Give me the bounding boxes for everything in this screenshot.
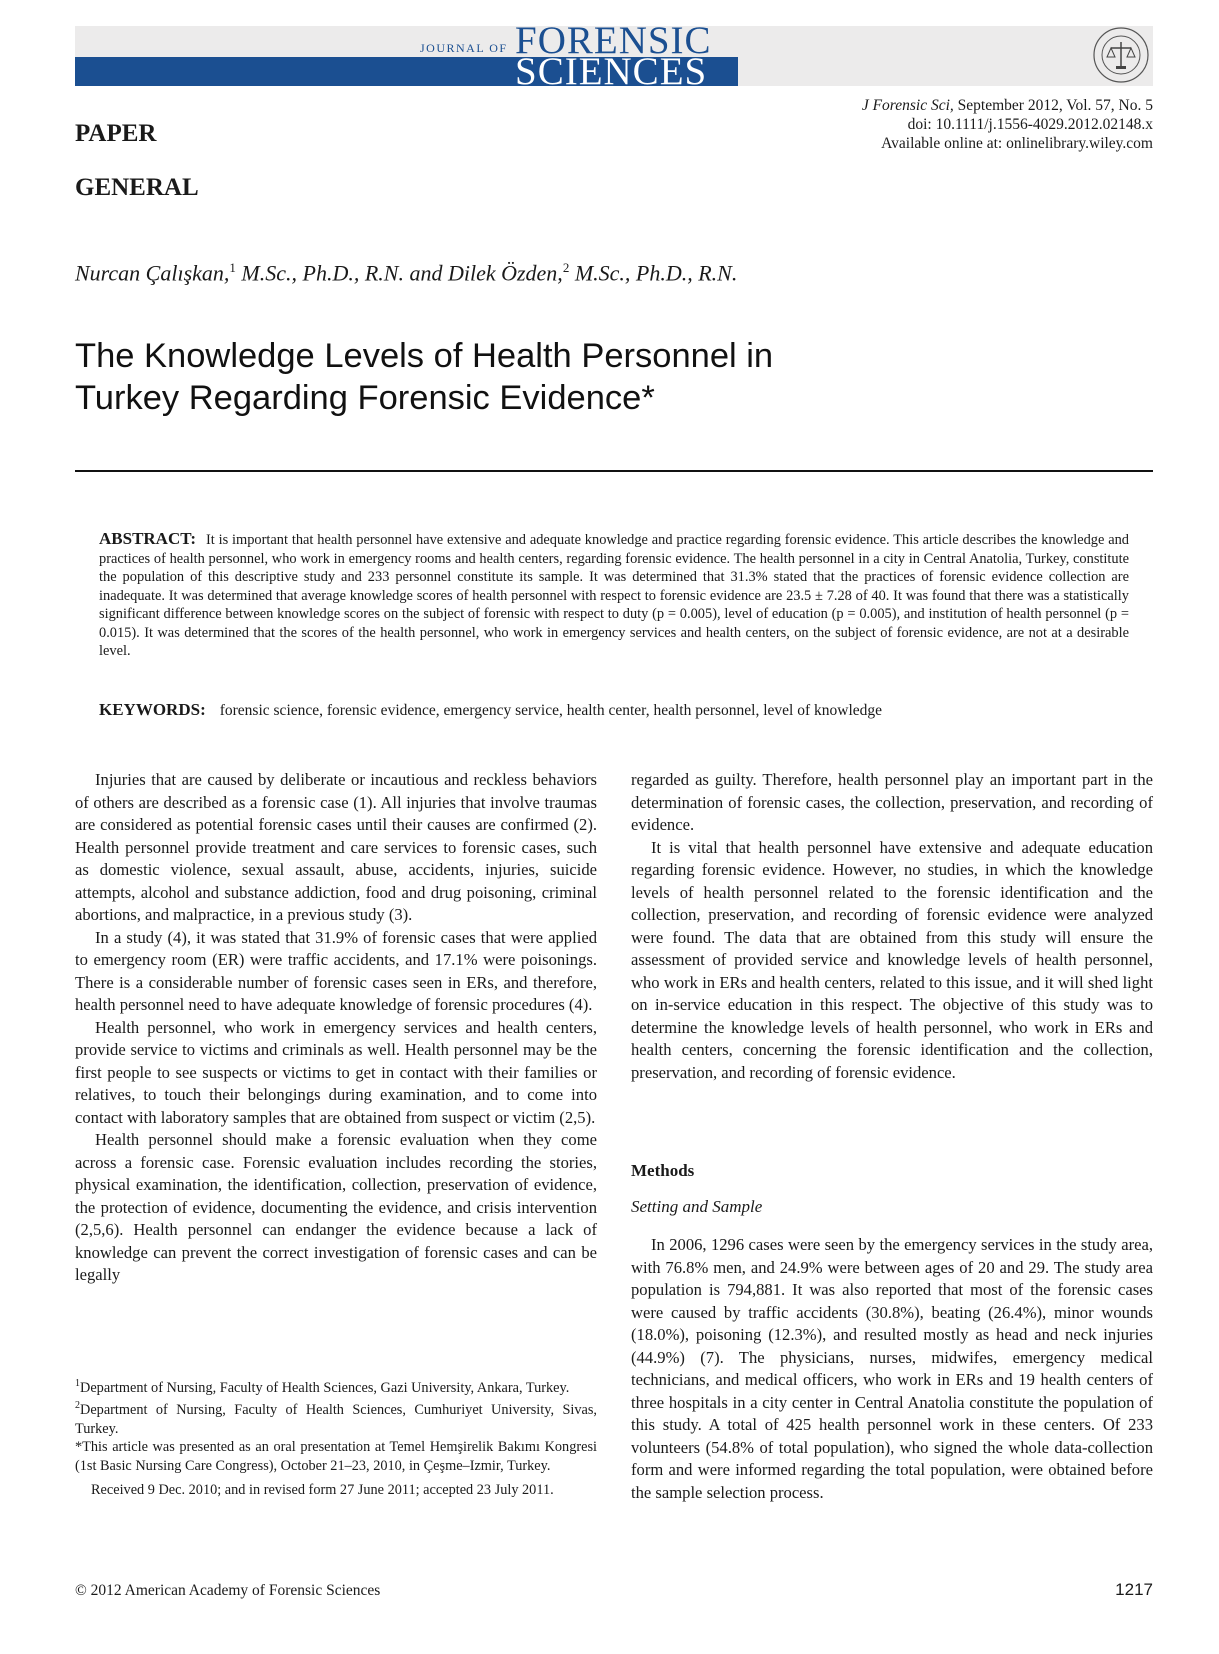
copyright-notice: © 2012 American Academy of Forensic Sciences: [75, 1582, 381, 1599]
footnote-2-mark: 2: [75, 1400, 80, 1412]
page-number: 1217: [1115, 1580, 1153, 1599]
citation-issue-line: [862, 96, 1153, 115]
footnote-3: *This article was presented as an oral presentation at Temel Hemşirelik Bakımı Kongresi (1st Basic Nursing Care Congress), October 21–23, 2010, in Çeşme–Izmir, Turkey.: [75, 1439, 597, 1474]
author-1-degrees: M.Sc., Ph.D., R.N. and Dilek Özden,: [235, 260, 563, 286]
setting-sample-heading: Setting and Sample: [631, 1197, 763, 1216]
body-paragraph: It is vital that health personnel have extensive and adequate education regarding forensic evidence. However, no studies, in which the knowledge levels of health personnel related to the forensic identification and the collection, preservation, and recording of forensic evidence were analyzed were found. The data that are obtained from this study will ensure the assessment of provided service and knowledge levels of health personnel, who work in ERs and health centers, related to this issue, and it will shed light on in-service education in this respect. The objective of this study was to determine the knowledge levels of health personnel, who work in ERs and health centers, concerning the forensic identification and the collection, preservation, and recording of forensic evidence.: [631, 837, 1153, 1082]
journal-of-text: JOURNAL OF: [420, 41, 508, 55]
citation-doi: doi: 10.1111/j.1556-4029.2012.02148.x: [907, 116, 1153, 133]
title-divider: [75, 470, 1153, 472]
body-paragraph: In a study (4), it was stated that 31.9% of forensic cases that were applied to emergency room (ER) were traffic accidents, and 17.1% were poisonings. There is a considerable number of forensic cases seen in ERs, and therefore, health personnel need to have adequate knowledge of forensic procedures (4).: [75, 927, 597, 1014]
footnote-1: $^1$Department of Nursing, Faculty of Health Sciences, Gazi University, Ankara, Turkey.: [75, 1378, 570, 1396]
body-column-left: [75, 769, 597, 1287]
keywords-text: forensic science, forensic evidence, emergency service, health center, health personnel, level of knowledge: [219, 702, 883, 719]
abstract: [99, 530, 1129, 661]
keywords-heading: KEYWORDS:: [99, 700, 206, 719]
article-title: [75, 335, 935, 419]
journal-banner: [75, 19, 1153, 93]
received-dates: Received 9 Dec. 2010; and in revised form 27 June 2011; accepted 23 July 2011.: [91, 1482, 554, 1499]
title-line-1: The Knowledge Levels of Health Personnel in: [75, 337, 774, 375]
body-paragraph: Injuries that are caused by deliberate or incautious and reckless behaviors of others are described as a forensic case (1). All injuries that involve traumas are considered as potential forensic cases until their causes are confirmed (2). Health personnel provide treatment and care services to forensic cases, such as domestic violence, sexual assault, abuse, accidents, injuries, suicide attempts, alcohol and substance addiction, food and drug poisoning, criminal abortions, and malpractice, in a previous study (3).: [75, 770, 597, 924]
body-paragraph: regarded as guilty. Therefore, health personnel play an important part in the determination of forensic cases, the collection, preservation, and recording of evidence.: [631, 770, 1153, 834]
citation-journal: J Forensic Sci,: [861, 97, 954, 114]
citation-issue: September 2012, Vol. 57, No. 5: [957, 97, 1153, 114]
body-paragraph: Health personnel should make a forensic evaluation when they come across a forensic case. Forensic evaluation includes recording the stories, physical examination, the identification, collection, preservation of evidence, the protection of evidence, documenting the evidence, and crisis intervention (2,5,6). Health personnel can endanger the evidence because a lack of knowledge can prevent the correct investigation of forensic cases and can be legally: [75, 1130, 597, 1284]
keywords: [99, 700, 1149, 720]
footnotes: [75, 1375, 597, 1500]
footnote-1-mark: 1: [75, 1378, 80, 1389]
author-1-affiliation-mark: 1: [229, 260, 236, 275]
author-2-affiliation-mark: 2: [562, 260, 570, 275]
abstract-heading: ABSTRACT:: [99, 529, 196, 548]
citation-block: [862, 96, 1153, 153]
body-paragraph: Health personnel, who work in emergency services and health centers, provide service to victims and criminals as well. Health personnel may be the first people to see suspects or victims to get in contact with their families or relatives, to touch their belongings during examination, and to come into contact with laboratory samples that are obtained from suspect or victim (2,5).: [75, 1017, 597, 1127]
body-paragraph: In 2006, 1296 cases were seen by the emergency services in the study area, with 76.8% men, and 24.9% were between ages of 20 and 29. The study area population is 794,881. It was also reported that most of the forensic cases were caused by traffic accidents (30.8%), beating (26.4%), minor wounds (18.0%), poisoning (12.3%), and resulted mostly as head and neck injuries (44.9%) (7). The physicians, nurses, midwifes, emergency medical technicians, and medical officers, who work in ERs and 19 health centers of three hospitals in a city center in Central Anatolia constitute the population of this study. A total of 425 health personnel work in these centers. Of 233 volunteers (54.8% of total population), who signed the whole data-collection form and were informed regarding the total population, were obtained before the sample selection process.: [631, 1235, 1153, 1502]
body-column-right: [631, 769, 1153, 1084]
abstract-text: It is important that health personnel have extensive and adequate knowledge and practice regarding forensic evidence. This article describes the knowledge and practices of health personnel, who work in emergency rooms and health centers, regarding forensic evidence. The health personnel in a city in Central Anatolia, Turkey, constitute the population of this descriptive study and 233 personnel constitute its sample. It was determined that 31.3% stated that the practices of forensic evidence collection are inadequate. It was determined that average knowledge scores of health personnel with respect to forensic evidence are 23.5 ± 7.28 of 40. It was found that there was a statistically significant difference between knowledge scores on the subject of forensic with respect to duty (p = 0.005), level of education (p = 0.005), and institution of health personnel (p = 0.015). It was determined that the scores of the health personnel, who work in emergency services and health centers, on the subject of forensic evidence, are not at a desirable level.: [99, 532, 1129, 659]
body-column-right-methods: [631, 1234, 1153, 1504]
section-label-general: GENERAL: [75, 174, 199, 201]
journal-forensic-text: FORENSIC: [515, 19, 712, 62]
methods-heading: Methods: [631, 1161, 695, 1180]
author-1-name: Nurcan Çalışkan,: [75, 260, 230, 286]
section-label-paper: PAPER: [75, 120, 157, 147]
footnote-2: $^2$Department of Nursing, Faculty of Health Sciences, Cumhuriyet University, Sivas, Turkey.: [75, 1400, 597, 1437]
author-line: [75, 260, 737, 286]
author-2-degrees: M.Sc., Ph.D., R.N.: [569, 260, 738, 286]
title-line-2: Turkey Regarding Forensic Evidence*: [75, 379, 655, 417]
journal-sciences-text: SCIENCES: [515, 50, 708, 93]
aafs-seal-icon: [1092, 26, 1150, 84]
citation-online: Available online at: onlinelibrary.wiley.com: [881, 135, 1153, 152]
